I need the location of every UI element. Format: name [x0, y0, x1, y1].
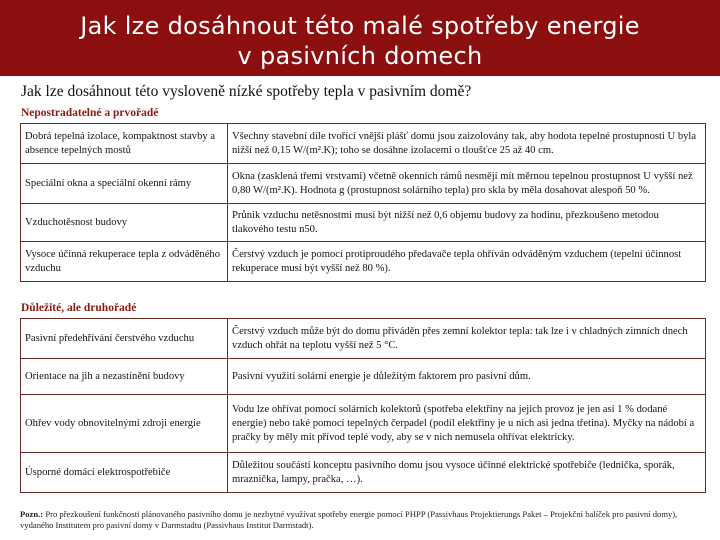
cell-measure: Pasivní předehřívání čerstvého vzduchu	[21, 319, 228, 359]
cell-measure: Speciální okna a speciální okenní rámy	[21, 164, 228, 204]
cell-description: Čerstvý vzduch může být do domu přiváděn přes zemní kolektor tepla: tak lze i v chladných zimních dnech vzduch ohřát na teplotu vyšší než 5 °C.	[228, 319, 706, 359]
cell-description: Pasivní využití solární energie je důležitým faktorem pro pasivní dům.	[228, 359, 706, 395]
table-row	[21, 164, 706, 204]
cell-description: Vodu lze ohřívat pomocí solárních kolektorů (spotřeba elektřiny na jejich provoz je jen asi 1 % dodané energie) nebo také pomocí tepelných čerpadel (podíl elektřiny je u nich asi jedna třetina). Myčky na nádobí a pračky by měly mít přívod teplé vody, aby se v nich nemusela ohřívat elektricky.	[228, 395, 706, 453]
cell-description: Průnik vzduchu netěsnostmi musí být nižší než 0,6 objemu budovy za hodinu, přezkoušeno metodou tlakového testu n50.	[228, 204, 706, 242]
table-row	[21, 124, 706, 164]
footnote	[20, 509, 706, 531]
table-row	[21, 453, 706, 493]
cell-description: Okna (zasklená třemi vrstvami) včetně okenních rámů nesmějí mít měrnou tepelnou prostupnost U vyšší než 0,80 W/(m².K). Hodnota g (prostupnost solárního tepla) pro skla by měla dosahovat alespoň 50 %.	[228, 164, 706, 204]
cell-measure: Vzduchotěsnost budovy	[21, 204, 228, 242]
table-row	[21, 359, 706, 395]
section-label-primary: Nepostradatelné a prvořadé	[21, 107, 159, 119]
document-image	[20, 80, 706, 493]
table-primary	[20, 123, 706, 282]
slide-title-line-1: Jak lze dosáhnout této malé spotřeby energie	[80, 12, 640, 40]
table-row	[21, 395, 706, 453]
document-heading: Jak lze dosáhnout této vysloveně nízké spotřeby tepla v pasivním domě?	[21, 83, 472, 100]
footnote-text: Pro přezkoušení funkčnosti plánovaného pasivního domu je nezbytné využívat spotřeby energie pomocí PHPP (Passivhaus Projektierungs Paket – Projekční balíček pro pasivní domy), vydaného Institutem pro pasivní domy v Darmstadtu (Passivhaus Institut Darmstadt).	[20, 509, 678, 530]
table-row	[21, 242, 706, 282]
table-row	[21, 319, 706, 359]
slide-title-band	[0, 0, 720, 76]
cell-description: Čerstvý vzduch je pomocí protiproudého předavače tepla ohříván odváděným vzduchem (tepelní účinnost rekuperace musí být vyšší než 80 %).	[228, 242, 706, 282]
footnote-label: Pozn.:	[20, 509, 44, 519]
section-label-secondary: Důležité, ale druhořadé	[21, 302, 137, 314]
cell-measure: Vysoce účinná rekuperace tepla z odváděného vzduchu	[21, 242, 228, 282]
cell-measure: Dobrá tepelná izolace, kompaktnost stavby a absence tepelných mostů	[21, 124, 228, 164]
table-secondary	[20, 318, 706, 493]
cell-measure: Úsporné domácí elektrospotřebiče	[21, 453, 228, 493]
cell-description: Důležitou součástí konceptu pasivního domu jsou vysoce účinné elektrické spotřebiče (lednička, sporák, mraznička, lampy, pračka, …).	[228, 453, 706, 493]
cell-measure: Orientace na jih a nezastínění budovy	[21, 359, 228, 395]
cell-measure: Ohřev vody obnovitelnými zdroji energie	[21, 395, 228, 453]
table-row	[21, 204, 706, 242]
slide-title-line-2: v pasivních domech	[237, 42, 483, 70]
cell-description: Všechny stavební díle tvořící vnější plášť domu jsou zaizolovány tak, aby hodota tepelné prostupnosti U byla nižší než 0,15 W/(m².K); toho se dosáhne izolacemi o tloušťce 25 až 40 cm.	[228, 124, 706, 164]
